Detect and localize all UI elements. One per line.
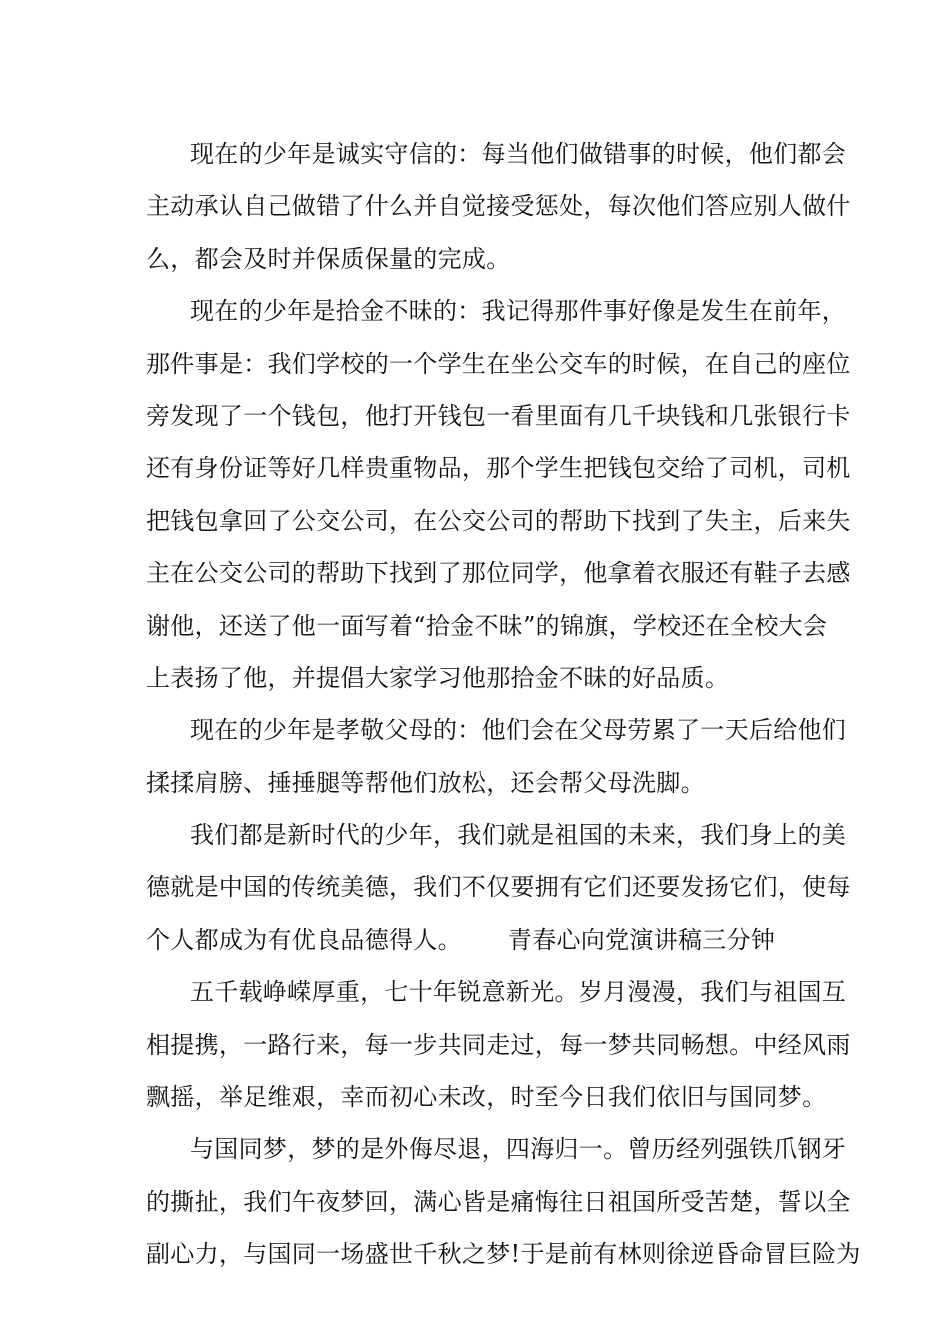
text-line: 那件事是：我们学校的一个学生在坐公交车的时候，在自己的座位 (146, 349, 851, 378)
text-line: 副心力，与国同一场盛世千秋之梦!于是前有林则徐逆昏命冒巨险为 (146, 1240, 861, 1269)
paragraph-filial-piety (146, 704, 847, 809)
text-line: 德就是中国的传统美德，我们不仅要拥有它们还要发扬它们，使每 (146, 873, 851, 902)
text-line: 现在的少年是孝敬父母的：他们会在父母劳累了一天后给他们 (190, 716, 847, 745)
text-line: 揉揉肩膀、捶捶腿等帮他们放松，还会帮父母洗脚。 (146, 768, 705, 797)
paragraph-integrity (146, 285, 851, 704)
text-line-with-title (146, 914, 808, 966)
text-line: 的撕扯，我们午夜梦回，满心皆是痛悔往日祖国所受苦楚，誓以全 (146, 1187, 851, 1216)
text-line: 主动承认自己做错了什么并自觉接受惩处，每次他们答应别人做什 (146, 192, 851, 221)
text-line: 主在公交公司的帮助下找到了那位同学，他拿着衣服还有鞋子去感 (146, 559, 851, 588)
text-line: 谢他，还送了他一面写着“拾金不昧”的锦旗，学校还在全校大会 (146, 611, 828, 640)
text-line: 个人都成为有优良品德得人。 (146, 925, 462, 954)
text-line: 还有身份证等好几样贵重物品，那个学生把钱包交给了司机，司机 (146, 454, 851, 483)
text-line: 我们都是新时代的少年，我们就是祖国的未来，我们身上的美 (190, 821, 847, 850)
speech-title: 青春心向党演讲稿三分钟 (507, 925, 776, 954)
paragraph-honesty (146, 128, 851, 285)
text-line: 现在的少年是诚实守信的：每当他们做错事的时候，他们都会 (190, 140, 847, 168)
text-line: 与国同梦，梦的是外侮尽退，四海归一。曾历经列强铁爪钢牙 (190, 1135, 847, 1164)
text-line: 把钱包拿回了公交公司，在公交公司的帮助下找到了失主，后来失 (146, 506, 851, 535)
document-body (146, 128, 861, 1281)
text-line: 旁发现了一个钱包，他打开钱包一看里面有几千块钱和几张银行卡 (146, 401, 851, 430)
text-line: 现在的少年是拾金不昧的：我记得那件事好像是发生在前年， (190, 297, 847, 326)
text-line: 上表扬了他，并提倡大家学习他那拾金不昧的好品质。 (146, 663, 730, 692)
text-line: 飘摇，举足维艰，幸而初心未改，时至今日我们依旧与国同梦。 (146, 1083, 827, 1112)
text-line: 五千载峥嵘厚重，七十年锐意新光。岁月漫漫，我们与祖国互 (190, 978, 847, 1007)
paragraph-five-thousand-years (146, 966, 851, 1123)
text-line: 相提携，一路行来，每一步共同走过，每一梦共同畅想。中经风雨 (146, 1030, 851, 1059)
paragraph-new-era (146, 809, 851, 966)
paragraph-same-dream (146, 1123, 861, 1280)
text-line: 么，都会及时并保质保量的完成。 (146, 244, 511, 273)
